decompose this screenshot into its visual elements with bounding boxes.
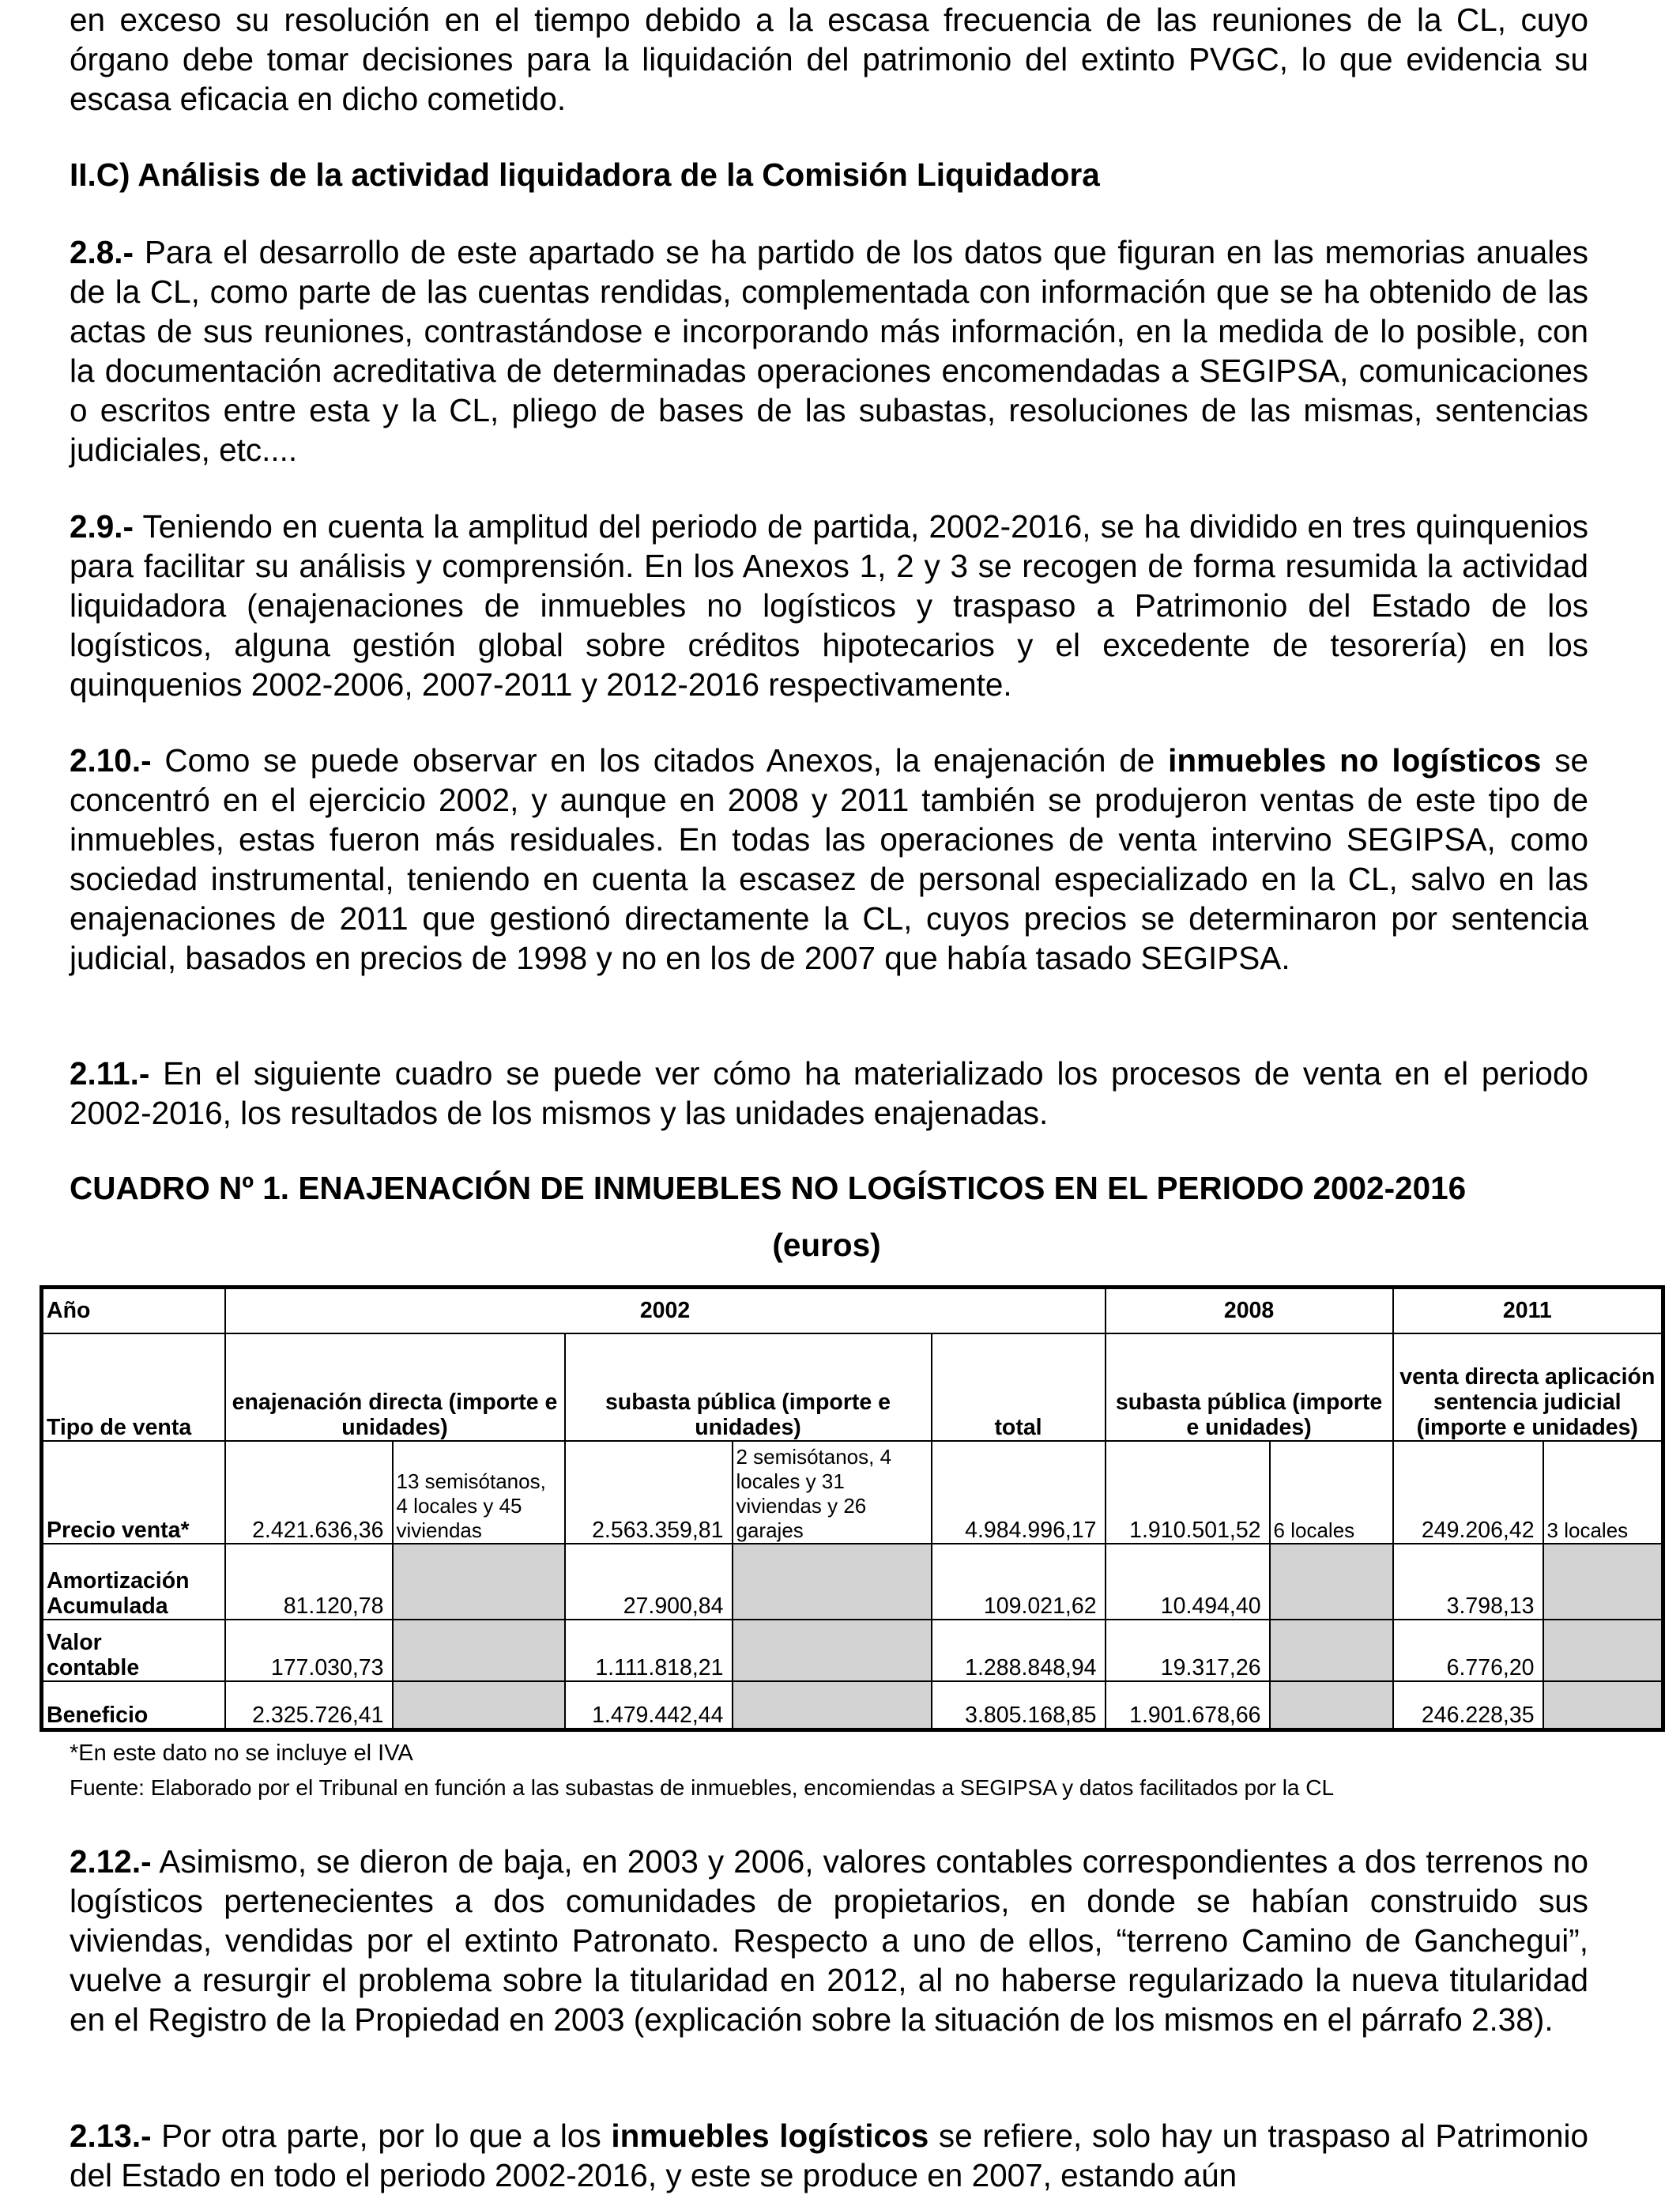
total-value: 1.288.848,94 [932, 1620, 1106, 1681]
paragraph-text: Teniendo en cuenta la amplitud del periodo de partida, 2002-2016, se ha dividido en tres quinquenios para facilitar su análisis y comprensión. En los Anexos 1, 2 y 3 se recogen de forma resumida la actividad liquidadora (enajenaciones de inmuebles no logísticos y traspaso a Patrimonio del Estado de los logísticos, alguna gestión global sobre créditos hipotecarios y el excedente de tesorería) en los quinquenios 2002-2006, 2007-2011 y 2012-2016 respectivamente. [70, 508, 1588, 703]
paragraph-2-8 [70, 232, 1588, 470]
sale-type-header-row [42, 1333, 1663, 1441]
paragraph-number: 2.9.- [70, 508, 134, 545]
row-label-line: Valor [47, 1629, 102, 1655]
direct-sale-value: 2.421.636,36 [225, 1441, 393, 1544]
shaded-cell [733, 1620, 932, 1681]
paragraph-2-11 [70, 1054, 1588, 1133]
direct-sale-value: 2.325.726,41 [225, 1681, 393, 1730]
top-paragraph: en exceso su resolución en el tiempo debido a la escasa frecuencia de las reuniones de la CL, cuyo órgano debe tomar decisiones para la liquidación del patrimonio del extinto PVGC, lo que evidencia su escasa eficacia en dicho cometido. [70, 2, 1588, 117]
table-title: CUADRO Nº 1. ENAJENACIÓN DE INMUEBLES NO LOGÍSTICOS EN EL PERIODO 2002-2016 [70, 1170, 1467, 1206]
row-label [42, 1620, 225, 1681]
direct-sale-header: enajenación directa (importe e unidades) [225, 1333, 565, 1441]
court-sale-2011-header: venta directa aplicación sentencia judicial (importe e unidades) [1393, 1333, 1663, 1441]
paragraph-text: se refiere, solo hay un traspaso al Patrimonio del Estado en todo el periodo 2002-2016, y este se produce en 2007, estando aún [70, 2118, 1589, 2193]
year-2008-header: 2008 [1106, 1288, 1393, 1333]
shaded-cell [733, 1544, 932, 1620]
auction-2008-value: 1.901.678,66 [1106, 1681, 1270, 1730]
auction-2002-value: 1.479.442,44 [565, 1681, 733, 1730]
auction-2002-value: 27.900,84 [565, 1544, 733, 1620]
direct-sale-value: 81.120,78 [225, 1544, 393, 1620]
auction-2002-units: 2 semisótanos, 4 locales y 31 viviendas y 26 garajes [733, 1441, 932, 1544]
shaded-cell [1543, 1620, 1663, 1681]
paragraph-text: Asimismo, se dieron de baja, en 2003 y 2006, valores contables correspondientes a dos terrenos no logísticos pertenecientes a dos comunidades de propietarios, en donde se habían construido sus viviendas, vendidas por el extinto Patronato. Respecto a uno de ellos, “terreno Camino de Ganchegui”, vuelve a resurgir el problema sobre la titularidad en 2012, al no haberse regularizado la nueva titularidad en el Registro de la Propiedad en 2003 (explicación sobre la situación de los mismos en el párrafo 2.38). [70, 1843, 1588, 2038]
auction-2008-value: 1.910.501,52 [1106, 1441, 1270, 1544]
sale-2011-units: 3 locales [1543, 1441, 1663, 1544]
row-label-line: Acumulada [47, 1593, 168, 1619]
total-header: total [932, 1333, 1106, 1441]
section-heading: II.C) Análisis de la actividad liquidadora de la Comisión Liquidadora [70, 157, 1100, 193]
year-2011-header: 2011 [1393, 1288, 1663, 1333]
table-row-amortization [42, 1544, 1663, 1620]
table-row-sale-price [42, 1441, 1663, 1544]
sale-2011-value: 3.798,13 [1393, 1544, 1543, 1620]
row-label-line: contable [47, 1654, 140, 1680]
shaded-cell [1543, 1681, 1663, 1730]
emphasis-text: inmuebles logísticos [611, 2118, 929, 2154]
total-value: 3.805.168,85 [932, 1681, 1106, 1730]
auction-2002-value: 1.111.818,21 [565, 1620, 733, 1681]
auction-2008-value: 10.494,40 [1106, 1544, 1270, 1620]
sale-type-label: Tipo de venta [42, 1333, 225, 1441]
shaded-cell [733, 1681, 932, 1730]
table-units: (euros) [772, 1227, 881, 1263]
auction-2002-value: 2.563.359,81 [565, 1441, 733, 1544]
auction-2008-value: 19.317,26 [1106, 1620, 1270, 1681]
sale-2011-value: 249.206,42 [1393, 1441, 1543, 1544]
paragraph-number: 2.8.- [70, 234, 134, 270]
emphasis-text: inmuebles no logísticos [1168, 742, 1542, 779]
paragraph-number: 2.12.- [70, 1843, 152, 1880]
year-header-row [42, 1288, 1663, 1333]
shaded-cell [1270, 1544, 1393, 1620]
paragraph-2-13 [70, 2116, 1588, 2195]
paragraph-text: Para el desarrollo de este apartado se ha partido de los datos que figuran en las memorias anuales de la CL, como parte de las cuentas rendidas, complementada con información que se ha obtenido de las actas de sus reuniones, contrastándose e incorporando más información, en la medida de lo posible, con la documentación acreditativa de determinadas operaciones encomendadas a SEGIPSA, comunicaciones o escritos entre esta y la CL, pliego de bases de las subastas, resoluciones de las mismas, sentencias judiciales, etc.... [70, 234, 1588, 468]
auction-2008-units: 6 locales [1270, 1441, 1393, 1544]
total-value: 4.984.996,17 [932, 1441, 1106, 1544]
paragraph-text: Por otra parte, por lo que a los [151, 2118, 612, 2154]
paragraph-2-9 [70, 507, 1588, 704]
paragraph-number: 2.10.- [70, 742, 152, 779]
row-label-line: Amortización [47, 1567, 190, 1593]
row-label [42, 1544, 225, 1620]
public-auction-2002-header: subasta pública (importe e unidades) [565, 1333, 932, 1441]
year-2002-header: 2002 [225, 1288, 1106, 1333]
sale-2011-value: 246.228,35 [1393, 1681, 1543, 1730]
row-label: Beneficio [42, 1681, 225, 1730]
paragraph-text: Como se puede observar en los citados Anexos, la enajenación de [151, 742, 1169, 779]
paragraph-number: 2.11.- [70, 1055, 150, 1092]
shaded-cell [393, 1544, 565, 1620]
row-label: Precio venta* [42, 1441, 225, 1544]
paragraph-number: 2.13.- [70, 2118, 152, 2154]
table-row-profit [42, 1681, 1663, 1730]
paragraph-text: En el siguiente cuadro se puede ver cómo ha materializado los procesos de venta en el periodo 2002-2016, los resultados de los mismos y las unidades enajenadas. [70, 1055, 1588, 1131]
shaded-cell [1543, 1544, 1663, 1620]
shaded-cell [1270, 1620, 1393, 1681]
paragraph-2-12 [70, 1842, 1588, 2039]
sales-table [40, 1285, 1665, 1732]
paragraph-text: se concentró en el ejercicio 2002, y aunque en 2008 y 2011 también se produjeron ventas de este tipo de inmuebles, estas fueron más residuales. En todas las operaciones de venta intervino SEGIPSA, como sociedad instrumental, teniendo en cuenta la escasez de personal especializado en la CL, salvo en las enajenaciones de 2011 que gestionó directamente la CL, cuyos precios se determinaron por sentencia judicial, basados en precios de 1998 y no en los de 2007 que había tasado SEGIPSA. [70, 742, 1588, 976]
direct-sale-units: 13 semisótanos, 4 locales y 45 viviendas [393, 1441, 565, 1544]
shaded-cell [393, 1620, 565, 1681]
table-source: Fuente: Elaborado por el Tribunal en función a las subastas de inmuebles, encomiendas a SEGIPSA y datos facilitados por la CL [70, 1775, 1335, 1800]
year-header-label: Año [42, 1288, 225, 1333]
paragraph-2-10 [70, 741, 1588, 978]
shaded-cell [1270, 1681, 1393, 1730]
public-auction-2008-header: subasta pública (importe e unidades) [1106, 1333, 1393, 1441]
table-footnote: *En este dato no se incluye el IVA [70, 1741, 413, 1766]
total-value: 109.021,62 [932, 1544, 1106, 1620]
sale-2011-value: 6.776,20 [1393, 1620, 1543, 1681]
table-row-book-value [42, 1620, 1663, 1681]
direct-sale-value: 177.030,73 [225, 1620, 393, 1681]
shaded-cell [393, 1681, 565, 1730]
